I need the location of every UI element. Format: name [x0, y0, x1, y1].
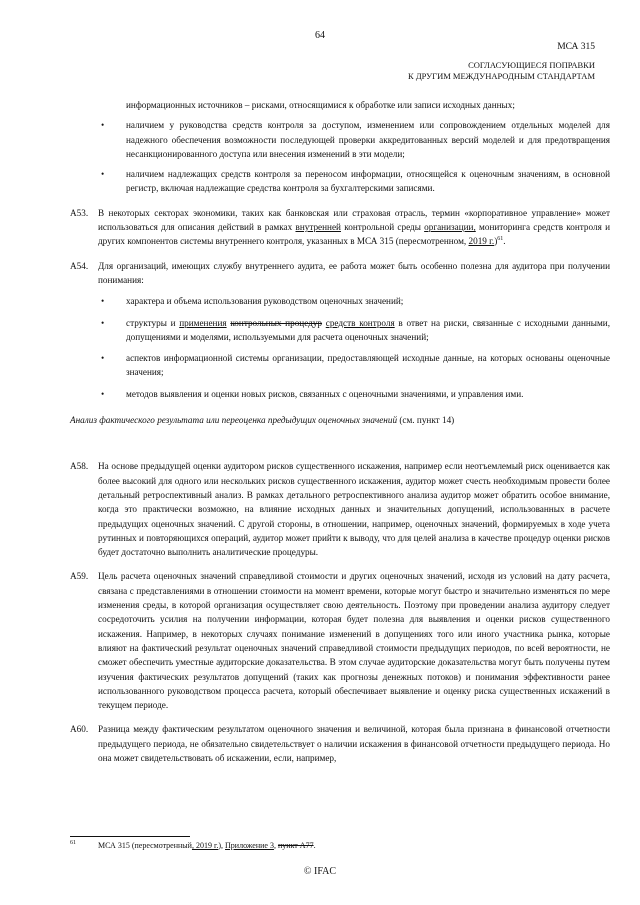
inserted-text: , 2019 г.	[191, 841, 219, 850]
section-heading-reference: (см. пункт 14)	[397, 415, 455, 426]
list-item-text: структуры и применения контрольных процедур средств контроля в ответ на риски, связанные с исходными данными, допущениями и моделями, используемыми для расчета оценочных значений;	[126, 317, 611, 342]
page-body	[70, 98, 610, 765]
list-item	[70, 167, 610, 196]
footnote-reference[interactable]: 61	[497, 236, 504, 243]
inserted-text: внутренней	[295, 222, 341, 233]
bullet-icon: •	[101, 388, 105, 399]
footnote-divider	[70, 836, 190, 837]
list-item-text: характера и объема использования руководством оценочных значений;	[126, 296, 404, 307]
paragraph-number: A59.	[70, 571, 89, 582]
running-head-line-2: К ДРУГИМ МЕЖДУНАРОДНЫМ СТАНДАРТАМ	[408, 71, 595, 81]
footnote	[70, 840, 610, 851]
list-item	[70, 351, 610, 380]
list-item-text: наличием надлежащих средств контроля за переносом информации, относящейся к оценочным значениям, в основной регистр, включая надлежащие средства контроля за бухгалтерскими записями.	[126, 169, 610, 194]
list-item	[70, 387, 610, 401]
page-number: 64	[315, 30, 325, 41]
running-head-line-1: СОГЛАСУЮЩИЕСЯ ПОПРАВКИ	[468, 60, 595, 70]
paragraph-text: На основе предыдущей оценки аудитором рисков существенного искажения, например если неотъемлемый риск оценивается как более высокий для одного или нескольких рисков существенного искажения, аудитор может счесть необходимым провести более детальный ретроспективный анализ. В рамках детального ретроспективного анализа аудитор может обратить особое внимание, когда это практически возможно, на влияние исходных данных и значительных допущений, использованных в расчете предыдущих оценочных значений. С другой стороны, в отношении, например, оценочных значений, формируемых в ходе учета рутинных и повторяющихся операций, аудитор может прийти к выводу, что для целей анализа в качестве процедур оценки рисков будет достаточно выполнить аналитические процедуры.	[98, 461, 610, 558]
paragraph-number: A58.	[70, 461, 89, 472]
inserted-text: Приложение 3	[225, 841, 274, 850]
list-item	[70, 118, 610, 161]
inserted-text: организации,	[424, 222, 476, 233]
inserted-text: 2019 г.	[468, 236, 495, 247]
paragraph-a60	[70, 722, 610, 765]
footnote-text: МСА 315 (пересмотренный, 2019 г.), Приложение 3, пункт А77.	[98, 841, 316, 850]
standard-code: МСА 315	[557, 42, 595, 52]
deleted-text: пункт А77	[277, 841, 314, 850]
a54-list	[70, 294, 610, 401]
bullet-icon: •	[101, 353, 105, 364]
spacer	[70, 427, 610, 449]
bullet-icon: •	[101, 120, 105, 131]
list-item-text: методов выявления и оценки новых рисков, связанных с оценочными значениями, и управления ими.	[126, 388, 524, 399]
bullet-icon: •	[101, 296, 105, 307]
bullet-icon: •	[101, 169, 105, 180]
list-item-text: аспектов информационной системы организации, предоставляющей исходные данные, на которых основаны оценочные значения;	[126, 353, 610, 378]
list-item-text: наличием у руководства средств контроля за доступом, изменением или сопровождением отдельных моделей для надежного обеспечения возможности последующей проверки аккредитованных версий моделей и для предотвращения несанкционированного доступа или внесения изменений в эти модели;	[126, 120, 610, 159]
paragraph-text: Цель расчета оценочных значений справедливой стоимости и других оценочных значений, исходя из условий на дату расчета, связана с представлениями в отношении стоимости на момент времени, которые могут быстро и значительно изменяться по мере изменения среды, в которой организация осуществляет свою деятельность. Поэтому при проведении анализа аудитору следует сосредоточить усилия на получении информации, которая будет полезна для выявления и оценки рисков существенного искажения. Например, в некоторых случаях понимание изменений в допущениях того или иного участника рынка, которые влияют на фактический результат оценочных значений справедливой стоимости предыдущих периодов, по всей вероятности, не сможет обеспечить уместные аудиторские доказательства. В этом случае аудиторские доказательства могут быть получены путем изучения фактических результатов допущений (таких как прогнозы денежных потоков) и понимания эффективности ранее использованного руководством процесса расчета, который обеспечивает выявление и оценку риска существенных искажений в текущем периоде.	[98, 571, 610, 711]
list-item	[70, 316, 610, 345]
paragraph-a59	[70, 569, 610, 712]
list-item	[70, 294, 610, 308]
continuation-line: информационных источников – рисками, относящимися к обработке или записи исходных данных;	[126, 100, 515, 110]
paragraph-a53	[70, 206, 610, 249]
deleted-text: контрольных процедур	[230, 317, 323, 328]
inserted-text: применения	[179, 317, 227, 328]
paragraph-a54	[70, 259, 610, 288]
copyright-notice: © IFAC	[303, 866, 337, 877]
paragraph-number: A54.	[70, 260, 89, 271]
paragraph-text: Для организаций, имеющих службу внутреннего аудита, ее работа может быть особенно полезна для аудитора при получении понимания:	[98, 260, 610, 285]
section-heading-title: Анализ фактического результата или переоценка предыдущих оценочных значений	[70, 415, 398, 426]
running-head	[408, 60, 595, 82]
section-heading	[70, 413, 610, 427]
paragraph-number: A53.	[70, 207, 89, 218]
bullet-icon: •	[101, 317, 105, 328]
footnote-mark: 61	[70, 840, 76, 846]
paragraph-a58	[70, 459, 610, 559]
paragraph-text: В некоторых секторах экономики, таких как банковская или страховая отрасль, термин «корпоративное управление» может использоваться для описания действий в рамках внутренней контрольной среды организации, мониторинга средств контроля и других компонентов системы внутреннего контроля, указанных в МСА 315 (пересмотренном, 2019 г.)$^{61}$.	[98, 207, 610, 247]
paragraph-text: Разница между фактическим результатом оценочного значения и величиной, которая была признана в финансовой отчетности предыдущего периода, не обязательно свидетельствует о наличии искажения в финансовой отчетности предыдущего периода. Но она может свидетельствовать об искажении, если, например,	[98, 724, 610, 763]
paragraph-number: A60.	[70, 724, 89, 735]
inserted-text: средств контроля	[325, 317, 395, 328]
